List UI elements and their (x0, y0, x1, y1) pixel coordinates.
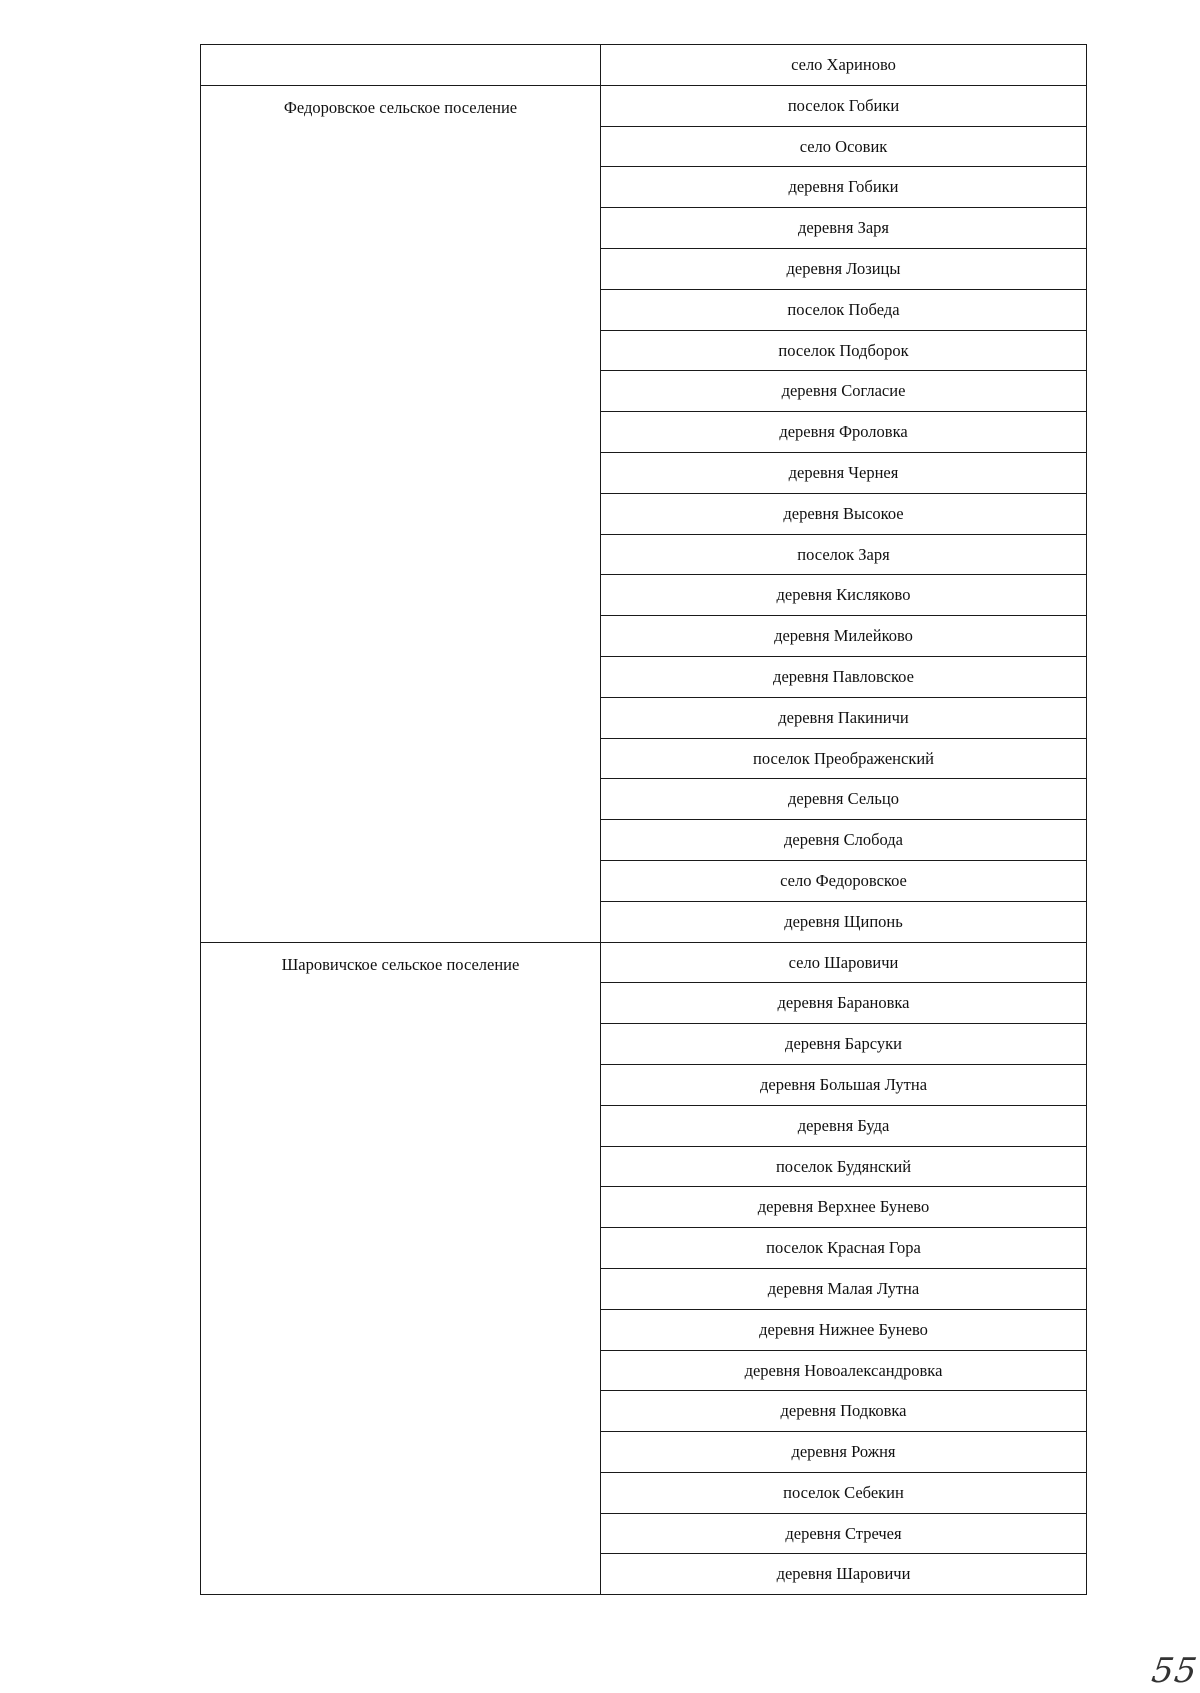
locality-cell: деревня Павловское (601, 656, 1087, 697)
locality-cell: деревня Фроловка (601, 412, 1087, 453)
locality-cell: деревня Высокое (601, 493, 1087, 534)
settlements-table-body (201, 45, 1087, 1595)
table-row (201, 85, 1087, 126)
settlement-name-cell: Федоровское сельское поселение (201, 85, 601, 942)
locality-cell: деревня Гобики (601, 167, 1087, 208)
locality-cell: село Хариново (601, 45, 1087, 86)
locality-cell: деревня Малая Лутна (601, 1268, 1087, 1309)
locality-cell: деревня Милейково (601, 616, 1087, 657)
locality-cell: деревня Щипонь (601, 901, 1087, 942)
locality-cell: деревня Нижнее Бунево (601, 1309, 1087, 1350)
locality-cell: поселок Красная Гора (601, 1228, 1087, 1269)
locality-cell: деревня Стречея (601, 1513, 1087, 1554)
locality-cell: поселок Гобики (601, 85, 1087, 126)
locality-cell: деревня Пакиничи (601, 697, 1087, 738)
settlement-name-cell: Шаровичское сельское поселение (201, 942, 601, 1595)
locality-cell: село Шаровичи (601, 942, 1087, 983)
locality-cell: деревня Согласие (601, 371, 1087, 412)
locality-cell: деревня Слобода (601, 820, 1087, 861)
locality-cell: поселок Себекин (601, 1472, 1087, 1513)
locality-cell: деревня Барсуки (601, 1024, 1087, 1065)
table-row (201, 942, 1087, 983)
locality-cell: поселок Будянский (601, 1146, 1087, 1187)
locality-cell: деревня Лозицы (601, 248, 1087, 289)
locality-cell: деревня Новоалександровка (601, 1350, 1087, 1391)
locality-cell: деревня Буда (601, 1105, 1087, 1146)
locality-cell: деревня Верхнее Бунево (601, 1187, 1087, 1228)
locality-cell: поселок Победа (601, 289, 1087, 330)
locality-cell: деревня Барановка (601, 983, 1087, 1024)
locality-cell: деревня Заря (601, 208, 1087, 249)
locality-cell: деревня Сельцо (601, 779, 1087, 820)
locality-cell: деревня Кисляково (601, 575, 1087, 616)
locality-cell: деревня Подковка (601, 1391, 1087, 1432)
settlements-table (200, 44, 1087, 1595)
locality-cell: деревня Рожня (601, 1432, 1087, 1473)
locality-cell: деревня Чернея (601, 452, 1087, 493)
locality-cell: поселок Преображенский (601, 738, 1087, 779)
locality-cell: поселок Подборок (601, 330, 1087, 371)
locality-cell: село Федоровское (601, 860, 1087, 901)
locality-cell: деревня Большая Лутна (601, 1064, 1087, 1105)
locality-cell: деревня Шаровичи (601, 1554, 1087, 1595)
locality-cell: поселок Заря (601, 534, 1087, 575)
locality-cell: село Осовик (601, 126, 1087, 167)
table-row (201, 45, 1087, 86)
page-number: 55 (1149, 1651, 1200, 1691)
settlement-name-cell (201, 45, 601, 86)
